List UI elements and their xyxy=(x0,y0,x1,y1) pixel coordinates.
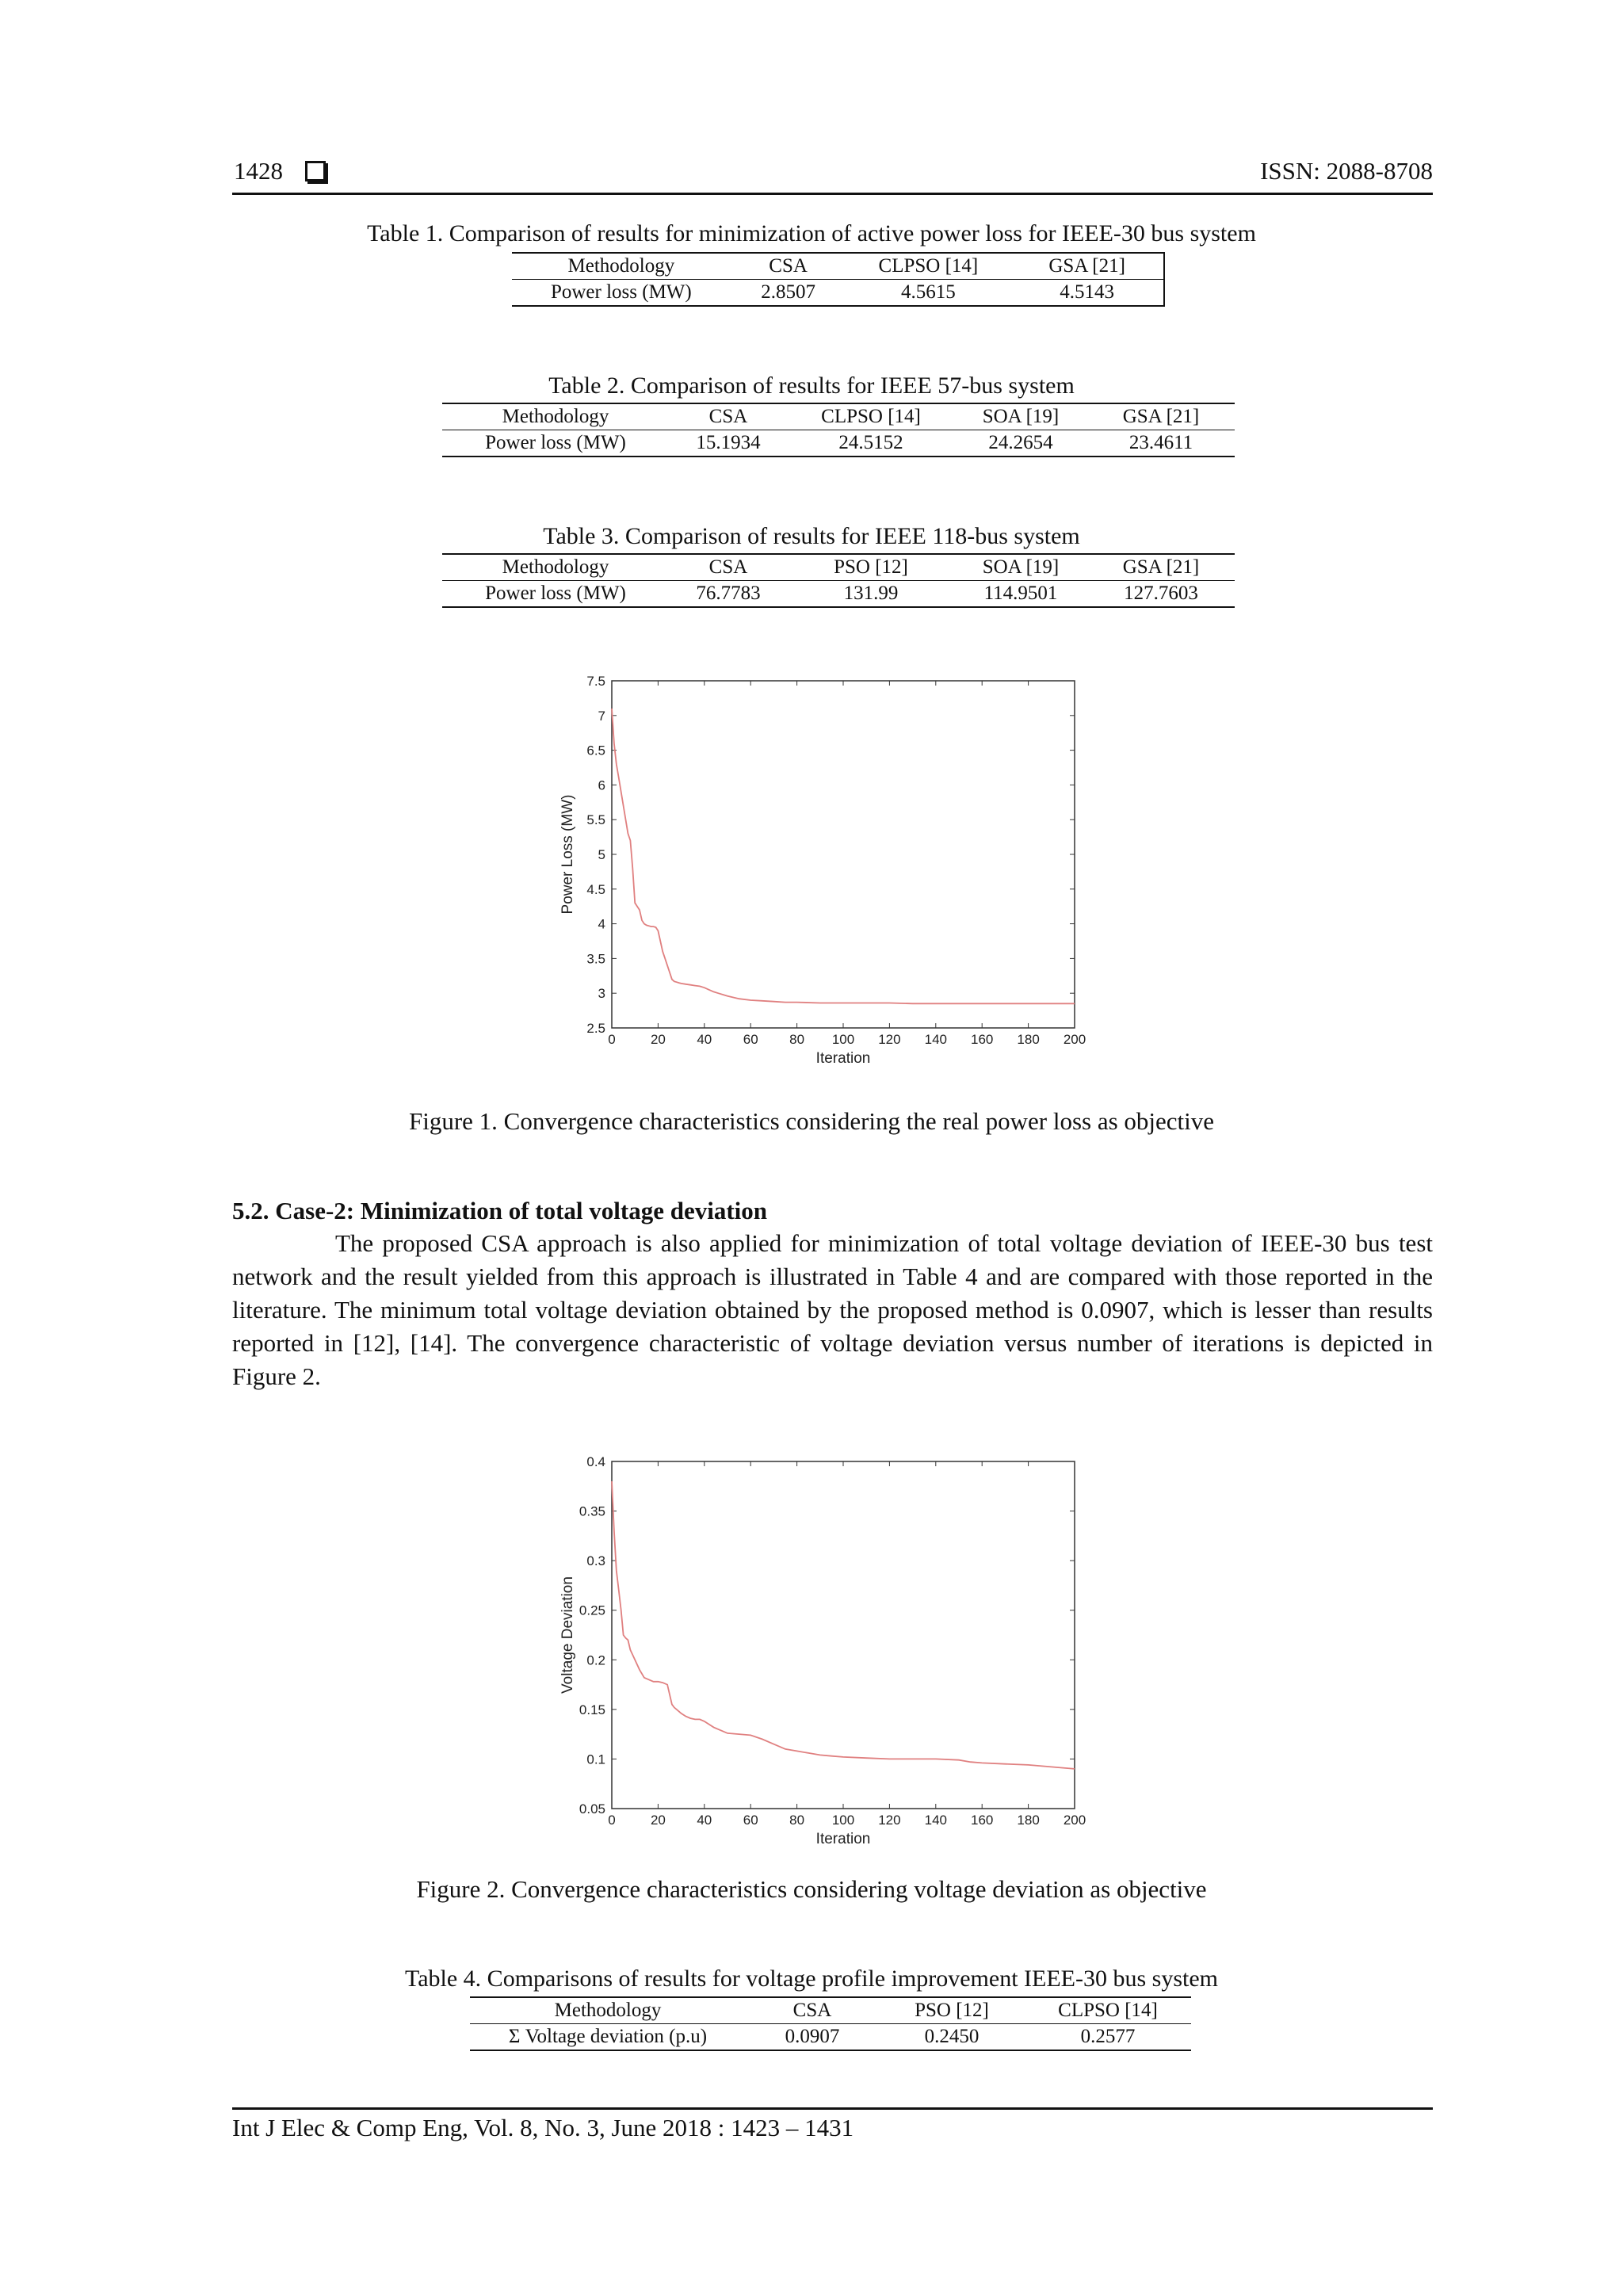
x-tick-label: 120 xyxy=(878,1813,901,1828)
x-tick-label: 100 xyxy=(831,1813,855,1828)
x-axis-label: Iteration xyxy=(815,1050,871,1067)
figure2 xyxy=(0,1347,1623,1902)
table-cell: 15.1934 xyxy=(669,430,788,457)
table-header-cell: CLPSO [14] xyxy=(1025,1997,1191,2024)
footer-rule xyxy=(232,2107,1433,2110)
x-tick-label: 40 xyxy=(697,1813,712,1828)
x-tick-label: 200 xyxy=(1063,1813,1086,1828)
x-tick-label: 20 xyxy=(650,1813,666,1828)
y-tick-label: 3 xyxy=(598,986,605,1002)
x-tick-label: 80 xyxy=(789,1032,805,1047)
y-tick-label: 0.35 xyxy=(579,1503,605,1519)
table4-caption: Table 4. Comparisons of results for voltage profile improvement IEEE-30 bus system xyxy=(404,1966,1219,1992)
footer-citation: Int J Elec & Comp Eng, Vol. 8, No. 3, June 2018 : 1423 – 1431 xyxy=(232,2114,854,2141)
table-header-cell: CSA xyxy=(731,253,846,280)
y-tick-label: 5.5 xyxy=(586,812,605,828)
series-line xyxy=(612,709,1075,1003)
x-tick-label: 160 xyxy=(971,1032,994,1047)
x-tick-label: 140 xyxy=(924,1032,947,1047)
table-cell: Power loss (MW) xyxy=(442,581,669,608)
table-cell: 0.0907 xyxy=(746,2024,879,2051)
x-tick-label: 160 xyxy=(971,1813,994,1828)
table-header-cell: CSA xyxy=(746,1997,879,2024)
x-tick-label: 60 xyxy=(743,1813,758,1828)
table-header-cell: SOA [19] xyxy=(954,554,1087,581)
table-cell: Σ Voltage deviation (p.u) xyxy=(470,2024,746,2051)
y-tick-label: 4 xyxy=(598,916,605,932)
table-cell: 2.8507 xyxy=(731,280,846,307)
table-cell: 114.9501 xyxy=(954,581,1087,608)
table1-caption: Table 1. Comparison of results for minimization of active power loss for IEEE-30 bus system xyxy=(367,220,1256,246)
y-tick-label: 7.5 xyxy=(586,674,605,689)
y-tick-label: 6 xyxy=(598,777,605,793)
table-cell: 0.2450 xyxy=(879,2024,1025,2051)
table-cell: 4.5615 xyxy=(846,280,1011,307)
table-header-cell: SOA [19] xyxy=(954,403,1087,430)
x-tick-label: 180 xyxy=(1017,1032,1040,1047)
table-header-cell: PSO [12] xyxy=(788,554,954,581)
section-paragraph: The proposed CSA approach is also applied for minimization of total voltage deviation of IEEE-30 bus test network and the result yielded from this approach is illustrated in Table 4 and are compared with those reported in the literature. The minimum total voltage deviation obtained by the proposed method is 0.0907, which is lesser than results reported in [12], [14]. The convergence characteristic of voltage deviation versus number of iterations is depicted in Figure 2. xyxy=(232,1229,1433,1390)
y-tick-label: 2.5 xyxy=(586,1021,605,1036)
y-tick-label: 0.3 xyxy=(586,1553,605,1569)
section-heading: 5.2. Case-2: Minimization of total voltage deviation xyxy=(232,1197,768,1224)
table-header-cell: GSA [21] xyxy=(1010,253,1164,280)
page-number: 1428 xyxy=(234,157,283,185)
table-cell: 127.7603 xyxy=(1087,581,1235,608)
x-tick-label: 140 xyxy=(924,1813,947,1828)
table-cell: 24.2654 xyxy=(954,430,1087,457)
y-tick-label: 7 xyxy=(598,708,605,724)
y-tick-label: 0.15 xyxy=(579,1702,605,1717)
table4 xyxy=(470,1996,1191,2051)
table-cell: Power loss (MW) xyxy=(442,430,669,457)
x-tick-label: 100 xyxy=(831,1032,855,1047)
x-tick-label: 0 xyxy=(608,1032,616,1047)
figure2-caption: Figure 2. Convergence characteristics considering voltage deviation as objective xyxy=(416,1875,1207,1903)
table-header-cell: GSA [21] xyxy=(1087,554,1235,581)
x-tick-label: 20 xyxy=(650,1032,666,1047)
x-tick-label: 200 xyxy=(1063,1032,1086,1047)
table-header-cell: CSA xyxy=(669,554,788,581)
table-cell: 23.4611 xyxy=(1087,430,1235,457)
y-tick-label: 0.05 xyxy=(579,1801,605,1817)
table-cell: 24.5152 xyxy=(788,430,954,457)
x-tick-label: 0 xyxy=(608,1813,616,1828)
y-tick-label: 0.2 xyxy=(586,1652,605,1668)
table-header-cell: GSA [21] xyxy=(1087,403,1235,430)
table-cell: 76.7783 xyxy=(669,581,788,608)
x-tick-label: 40 xyxy=(697,1032,712,1047)
table-header-cell: CSA xyxy=(669,403,788,430)
figure1-chart xyxy=(0,0,1623,1110)
y-tick-label: 0.25 xyxy=(579,1603,605,1618)
table-header-cell: Methodology xyxy=(442,554,669,581)
table-header-cell: Methodology xyxy=(442,403,669,430)
table-header-cell: Methodology xyxy=(512,253,731,280)
table-cell: 4.5143 xyxy=(1010,280,1164,307)
x-tick-label: 60 xyxy=(743,1032,758,1047)
y-axis-label: Power Loss (MW) xyxy=(559,794,576,915)
y-tick-label: 5 xyxy=(598,847,605,862)
table-header-cell: CLPSO [14] xyxy=(788,403,954,430)
figure2-chart xyxy=(0,1347,1623,1902)
table-cell: Power loss (MW) xyxy=(512,280,731,307)
x-tick-label: 120 xyxy=(878,1032,901,1047)
series-line xyxy=(612,1481,1075,1769)
table-header-cell: Methodology xyxy=(470,1997,746,2024)
y-tick-label: 3.5 xyxy=(586,951,605,967)
x-tick-label: 80 xyxy=(789,1813,805,1828)
plot-frame xyxy=(612,681,1075,1028)
x-axis-label: Iteration xyxy=(815,1831,871,1847)
y-tick-label: 0.1 xyxy=(586,1752,605,1767)
journal-issn: ISSN: 2088-8708 xyxy=(1260,157,1433,185)
figure1-caption: Figure 1. Convergence characteristics considering the real power loss as objective xyxy=(408,1107,1215,1135)
table-header-cell: PSO [12] xyxy=(879,1997,1025,2024)
y-tick-label: 0.4 xyxy=(586,1454,605,1469)
x-tick-label: 180 xyxy=(1017,1813,1040,1828)
y-tick-label: 6.5 xyxy=(586,743,605,758)
figure1 xyxy=(0,0,1623,1110)
y-tick-label: 4.5 xyxy=(586,881,605,897)
table-header-row xyxy=(470,1997,1191,2024)
table-row xyxy=(470,2024,1191,2051)
table2-caption: Table 2. Comparison of results for IEEE 57-bus system xyxy=(548,372,1075,399)
table-cell: 0.2577 xyxy=(1025,2024,1191,2051)
y-axis-label: Voltage Deviation xyxy=(559,1576,576,1694)
table3-caption: Table 3. Comparison of results for IEEE 118-bus system xyxy=(543,523,1080,549)
table-header-cell: CLPSO [14] xyxy=(846,253,1011,280)
table-cell: 131.99 xyxy=(788,581,954,608)
